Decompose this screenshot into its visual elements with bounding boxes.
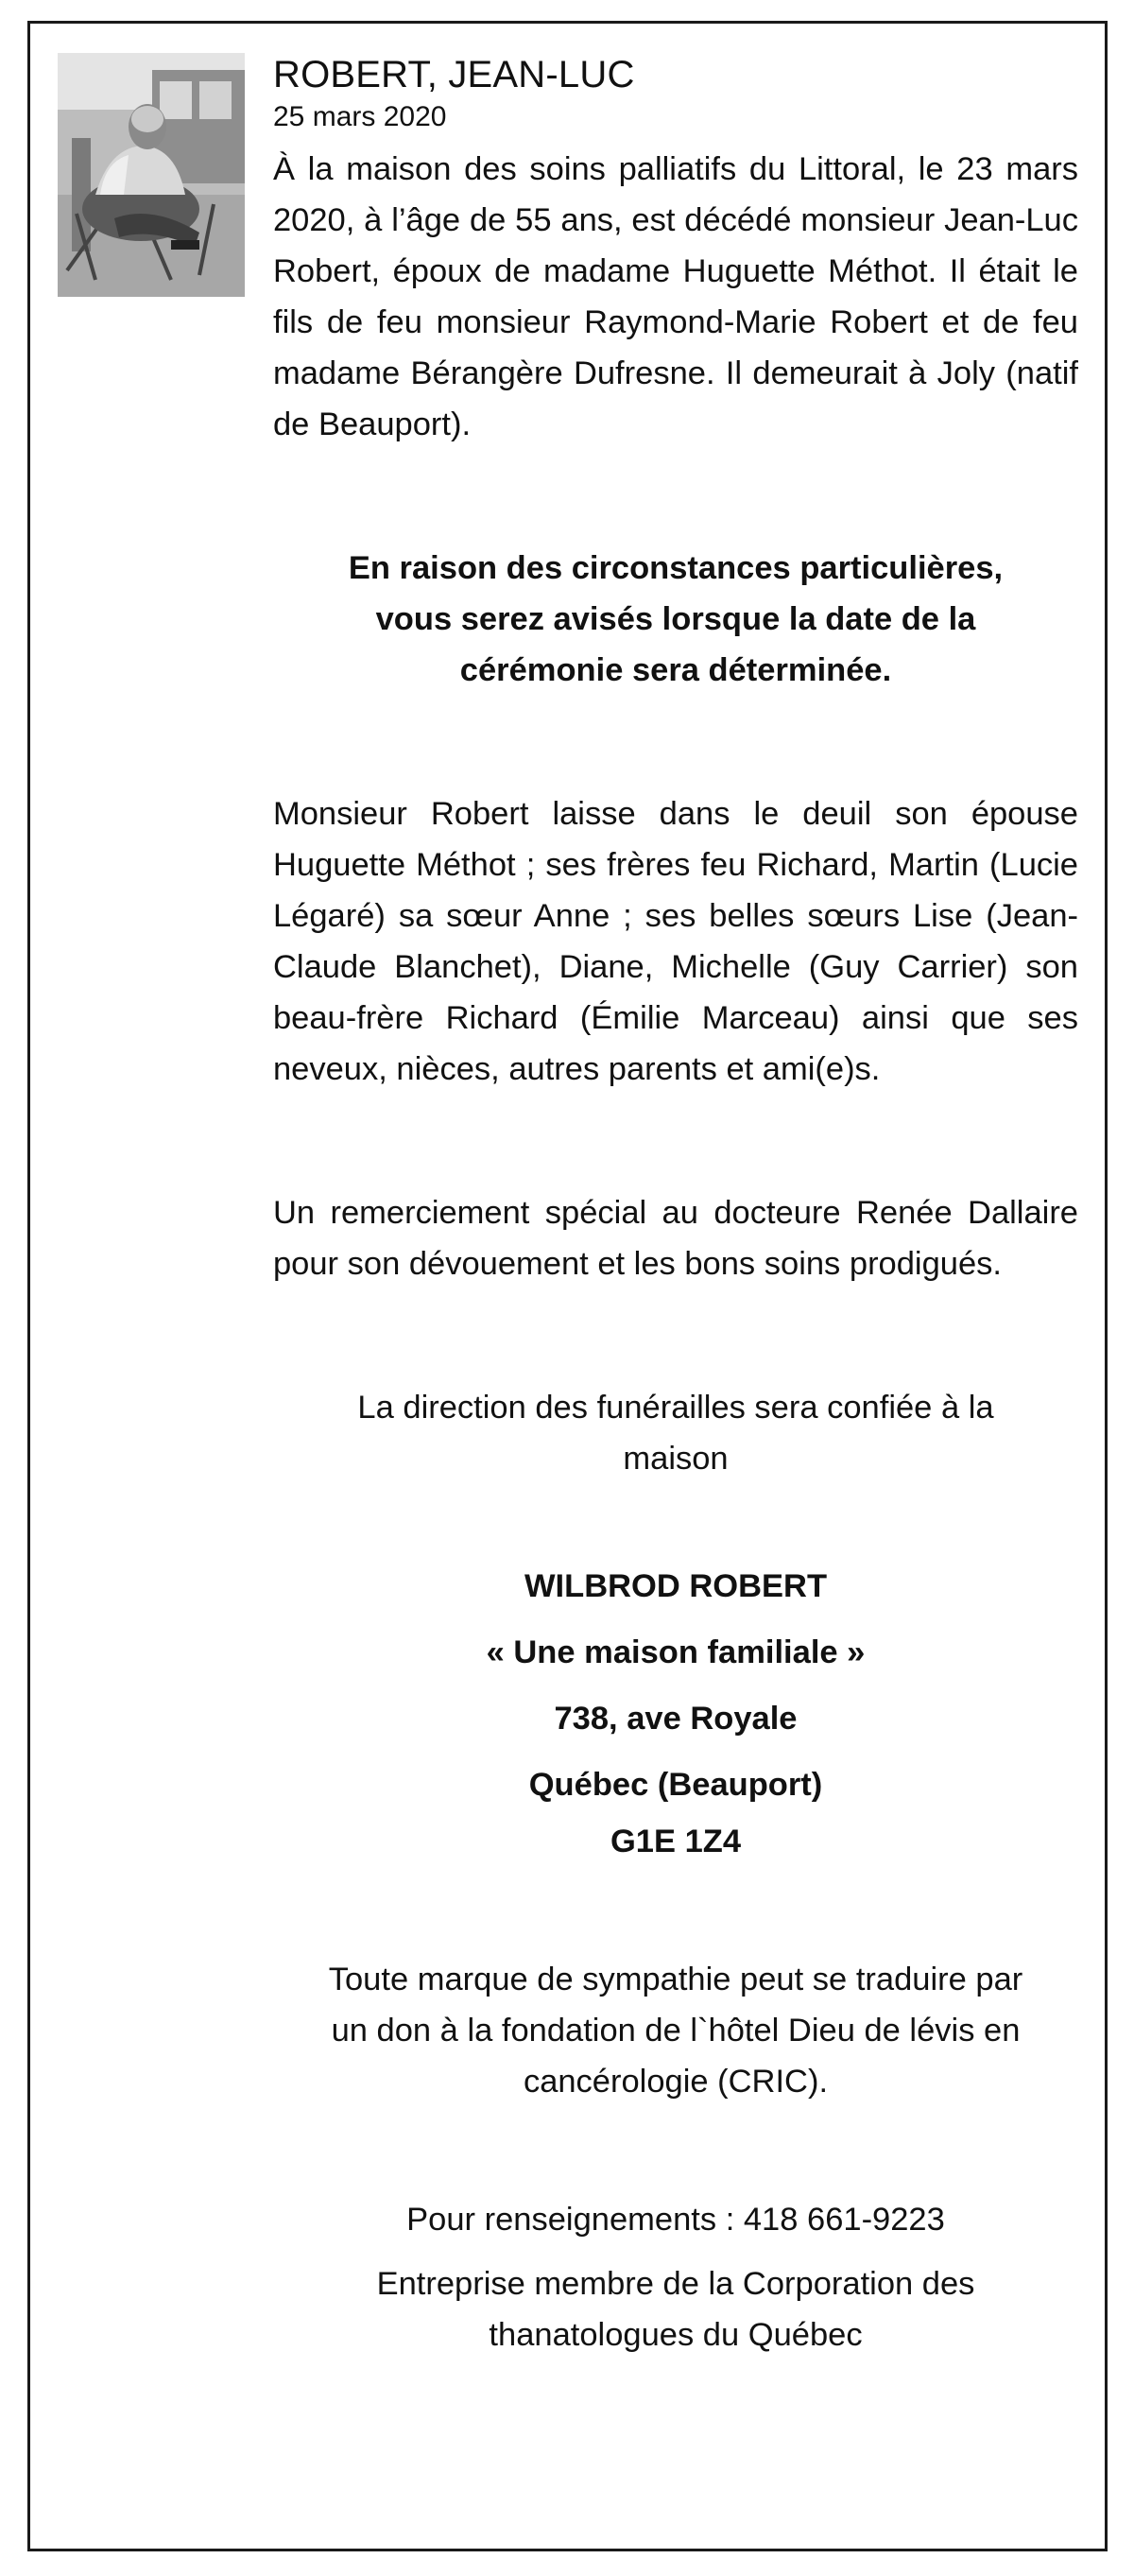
direction-paragraph [273, 1382, 1078, 1484]
publication-date: 25 mars 2020 [273, 101, 447, 132]
member-line: thanatologues du Québec [489, 2317, 863, 2353]
portrait-image [58, 53, 245, 297]
notice-line: cérémonie sera déterminée. [459, 652, 892, 688]
sympathy-line: Toute marque de sympathie peut se traduire par [328, 1962, 1023, 1997]
funeral-home-city: Québec (Beauport) [528, 1767, 823, 1803]
sympathy-line: un don à la fondation de l`hôtel Dieu de lévis en [331, 2013, 1021, 2049]
direction-line: La direction des funérailles sera confiée à la [357, 1390, 994, 1426]
portrait-photo [58, 53, 245, 297]
notice-line: En raison des circonstances particulières, [348, 550, 1004, 586]
direction-line: maison [623, 1441, 729, 1477]
funeral-home-name: WILBROD ROBERT [524, 1568, 828, 1604]
ceremony-notice [273, 543, 1078, 696]
sympathy-line: cancérologie (CRIC). [523, 2064, 829, 2100]
thanks-paragraph: Un remerciement spécial au docteure Renée Dallaire pour son dévouement et les bons soins prodigués. [273, 1195, 1078, 1282]
family-paragraph: Monsieur Robert laisse dans le deuil son épouse Huguette Méthot ; ses frères feu Richard, Martin (Lucie Légaré) sa sœur Anne ; ses belles sœurs Lise (Jean-Claude Blanchet), Diane, Michelle (Guy Carrier) son beau-frère Richard (Émilie Marceau) ainsi que ses neveux, nièces, autres parents et ami(e)s. [273, 796, 1078, 1087]
contact-phone: Pour renseignements : 418 661-9223 [406, 2202, 945, 2238]
membership-note [273, 2258, 1078, 2360]
sympathy-paragraph [273, 1954, 1078, 2107]
funeral-home-postal: G1E 1Z4 [610, 1824, 742, 1859]
funeral-home-address: 738, ave Royale [554, 1701, 798, 1737]
member-line: Entreprise membre de la Corporation des [376, 2266, 975, 2302]
notice-line: vous serez avisés lorsque la date de la [375, 601, 976, 637]
funeral-home-tagline: « Une maison familiale » [486, 1634, 866, 1670]
funeral-home-block [273, 1553, 1078, 1867]
intro-paragraph: À la maison des soins palliatifs du Littoral, le 23 mars 2020, à l’âge de 55 ans, est décédé monsieur Jean-Luc Robert, époux de madame Huguette Méthot. Il était le fils de feu monsieur Raymond-Marie Robert et de feu madame Bérangère Dufresne. Il demeurait à Joly (natif de Beauport). [273, 151, 1078, 442]
deceased-name: ROBERT, JEAN-LUC [273, 54, 635, 95]
obituary-content [273, 53, 1078, 2360]
